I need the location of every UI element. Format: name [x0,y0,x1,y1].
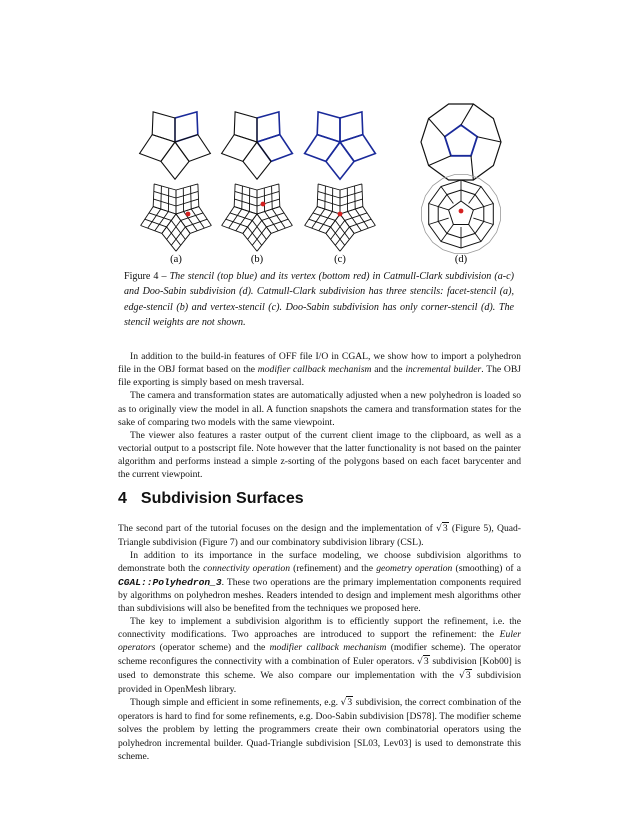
mesh-face [175,112,198,142]
grid-line [141,225,162,233]
figure-panel-labels [170,254,467,265]
sqrt-radical: √ [459,670,465,681]
paragraph-raster: The viewer also features a raster output of the current client image to the clipboard, as well as a vectorial output to a postscript file. Note however that the latter functionality is not based on the painter algorithm and performs instead a simple z-sorting of the polygons based on each facet barycenter and the current viewpoint. [118,429,521,481]
figure-4 [0,0,638,275]
mesh-face [326,142,354,179]
mesh-face [234,112,257,142]
sqrt3-symbol [341,697,354,708]
stencil-vertex [186,212,191,217]
grid-line [354,225,375,233]
grid-line [190,225,211,233]
grid-line [242,186,243,209]
caption-text: The stencil (top blue) and its vertex (bottom red) in Catmull-Clark subdivision (a-c) and Doo-Sabin subdivision (d). Catmull-Clark subdivision has three stencils: facet-stencil (a), edge-stencil (b) and vertex-stencil (c). Doo-Sabin subdivision has only corner-stencil (d). The stencil weights are not shown. [124,271,514,329]
panel-label-d: (d) [454,254,468,265]
grid-line [257,184,279,190]
grid-line [313,213,335,221]
grid-line [176,184,198,190]
grid-line [153,199,176,206]
text-run: The key to implement a subdivision algorithm is to efficiently support the refinement, i.e. the connectivity modifications. Two approaches are introduced to support the refinement: the [118,616,521,641]
grid-line [345,213,367,221]
grid-line [309,219,331,227]
grid-line [222,225,243,233]
grid-line [271,225,292,233]
mesh-face [140,135,175,162]
grid-line [362,184,363,207]
figure-caption [124,269,514,331]
text-run: The second part of the tutorial focuses on the design and the implementation of [118,523,437,534]
coarse-mesh-b [222,112,293,179]
grid-line [153,184,154,207]
grid-line [257,191,279,198]
refined-mesh-a [141,184,212,251]
stencil-vertex [261,202,266,207]
mesh-face [317,112,340,142]
grid-line [191,186,192,209]
sqrt-arg: 3 [465,669,471,681]
refined-mesh-b [222,184,293,251]
coarse-mesh-d [421,104,501,180]
grid-line [234,207,257,214]
paragraph-camera: The camera and transformation states are automatically adjusted when a new polyhedron is loaded so as to originally view the model in all. A function snapshots the camera and transformation states for the sake of comparing two models with the same viewpoint. [118,390,521,428]
grid-line [340,184,362,190]
refined-mesh-d [422,175,501,254]
text-run: . These two operations are the primary implementation components required by algorithms on polyhedron meshes. Readers intended to design and implement mesh algorithms other than subdivisions will also be benefited from the techniques we proposed here. [118,576,521,614]
sqrt-radical: √ [436,524,442,534]
grid-line [161,186,162,209]
grid-line [266,219,288,227]
mesh-face [175,135,210,162]
text-run: (refinement) and the [290,563,377,575]
grid-line [257,199,280,206]
section-number: 4 [118,490,127,507]
grid-line [317,199,340,206]
cgal-name: CGAL [341,351,369,362]
text-run: (smoothing) of a [452,563,522,575]
text-run: , we show how to import a polyhedron file in the OBJ format based on the [118,351,521,376]
ring-edge [429,156,451,166]
sqrt3-symbol [459,670,472,681]
mesh-face [257,135,292,162]
text-run: Though simple and efficient in some refinements, e.g. [130,697,341,709]
paragraph-importance [118,549,521,615]
text-run: In addition to its importance in the surface modeling, we choose subdivision algorithms to demonstrate both the [118,550,521,575]
sqrt-radical: √ [417,656,423,667]
coarse-mesh-c [305,112,376,179]
stencil-vertex [459,209,464,214]
corner-stencil [445,125,477,156]
text-run: (operator scheme) and the [155,642,270,654]
sqrt-radical: √ [340,698,347,709]
emphasis: Euler operators [118,629,521,654]
grid-line [325,186,326,209]
ring-edge [429,118,445,136]
grid-line [153,207,176,214]
grid-line [340,191,362,198]
grid-line [176,199,199,206]
section-text [118,522,521,763]
section-title: Subdivision Surfaces [140,490,304,507]
stencil-vertex [338,212,343,217]
outer-ring [421,104,501,180]
refined-mesh-c [305,184,376,251]
text-run: . The OBJ file exporting is simply based on mesh traversal. [118,364,521,389]
grid-line [198,184,199,207]
grid-line [145,219,167,227]
paragraph-obj-import [118,350,521,389]
grid-line [234,199,257,206]
text-run: (Figure 5), Quad-Triangle subdivision (Figure 7) and our combinatory subdivision library (CSL). [118,523,521,549]
figure-top-row [140,104,501,180]
emphasis: geometry operation [376,563,453,575]
panel-label-b: (b) [250,254,264,265]
grid-line [279,184,280,207]
code-polyhedron: CGAL::Polyhedron_3 [118,576,222,588]
body-text [118,350,521,482]
grid-line [318,184,340,190]
grid-line [305,225,326,233]
caption-lead: Figure 4 – [124,271,170,282]
text-run: subdivision, the correct combination of the operators is hard to find for some refinements, e.g. Doo-Sabin subdivision [DS78]. The modifier scheme solves the problem by letting the programmers create their own combinatorial operators using the polyhedron incremental builder. Quad-Triangle subdivision [SL03, Lev03] is used to demonstrate this scheme. [118,697,521,762]
mesh-face [243,142,271,179]
sqrt-arg: 3 [423,655,429,667]
emphasis: modifier callback mechanism [257,364,372,376]
paragraph-modifier [118,696,521,763]
emphasis: incremental builder [405,364,482,376]
ring-edge [477,137,501,142]
grid-line [317,207,340,214]
grid-line [340,207,363,214]
grid-line [340,199,363,206]
grid-line [154,191,176,198]
sqrt-arg: 3 [347,697,353,709]
grid-line [226,219,248,227]
grid-line [230,213,252,221]
paragraph-key [118,615,521,696]
figure-bottom-row [141,175,501,254]
panel-label-c: (c) [334,254,346,265]
emphasis: connectivity operation [203,563,290,575]
mesh-face [222,135,257,162]
grid-line [257,207,280,214]
coarse-mesh-a [140,112,211,179]
grid-line [317,184,318,207]
mesh-face [305,135,340,162]
grid-line [181,213,203,221]
grid-line [176,191,198,198]
emphasis: modifier callback mechanism [269,642,387,654]
grid-line [235,184,257,190]
grid-line [154,184,176,190]
grid-line [149,213,171,221]
grid-line [235,191,257,198]
grid-line [349,219,371,227]
grid-line [355,186,356,209]
panel-label-a: (a) [170,254,182,265]
mesh-face [161,142,189,179]
grid-line [234,184,235,207]
sqrt-arg: 3 [442,523,448,534]
text-run: and the [371,364,406,376]
section-heading [118,490,521,508]
grid-line [318,191,340,198]
text-run: subdivision [Kob00] is used to demonstrate this scheme. We also compare our implementation with the [118,655,521,681]
paragraph-tutorial-part [118,522,521,549]
text-run: (modifier scheme). The operator scheme reconfigures the connectivity with a combination of Euler operators. [118,642,521,667]
grid-line [272,186,273,209]
text-run: In addition to the build-in features of OFF file I/O in [130,351,342,362]
sqrt3-symbol [436,523,449,534]
grid-line [185,219,207,227]
text-run: subdivision provided in OpenMesh library. [118,669,521,695]
grid-line [262,213,284,221]
mesh-face [152,112,175,142]
sqrt3-symbol [417,656,430,667]
ring-edge [461,104,473,125]
